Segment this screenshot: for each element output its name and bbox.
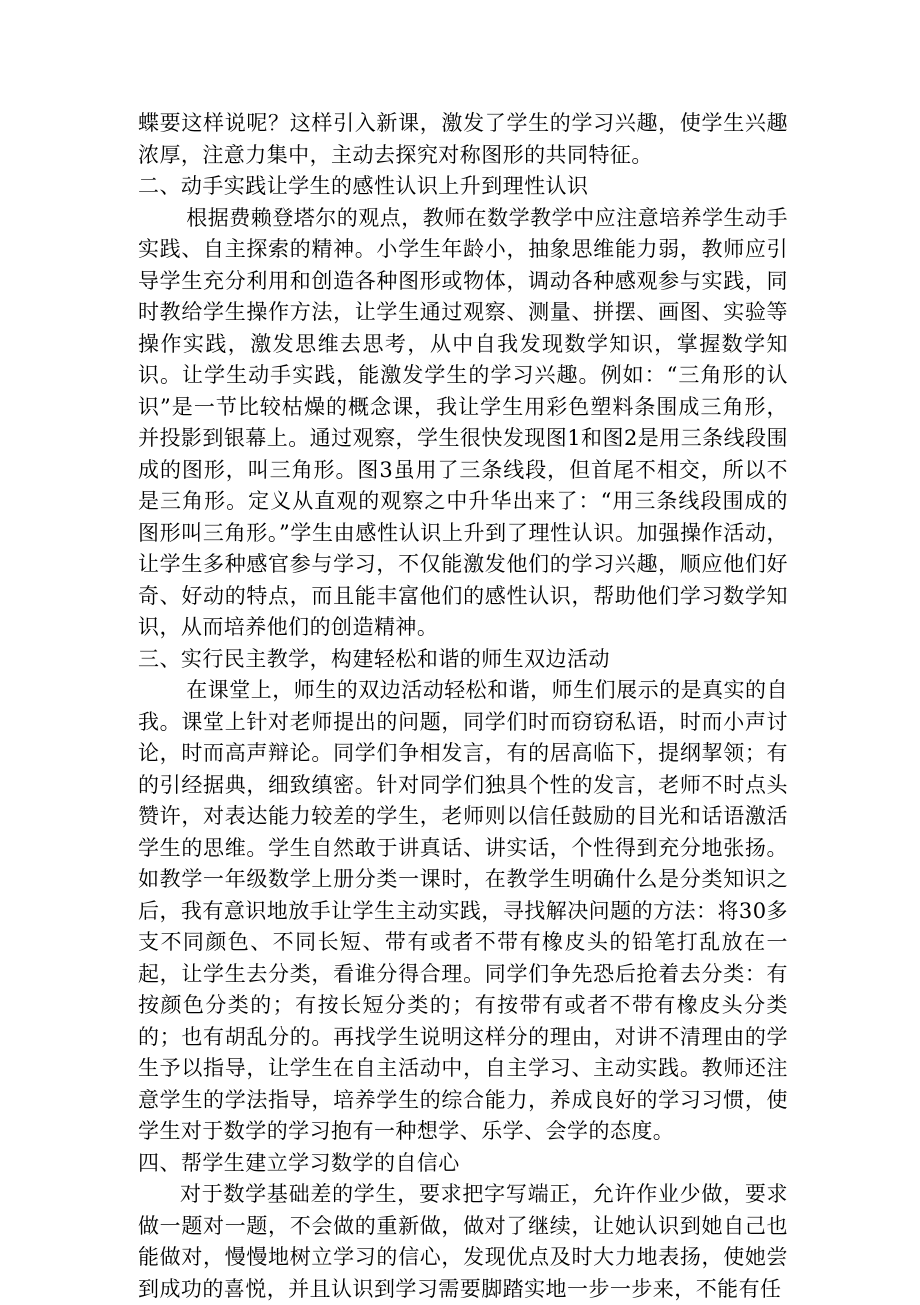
section-heading-3: 三、实行民主教学，构建轻松和谐的师生双边活动 [138, 646, 610, 671]
section-heading-2: 二、动手实践让学生的感性认识上升到理性认识 [138, 174, 589, 198]
intro-continuation-paragraph: 蝶要这样说呢？这样引入新课，激发了学生的学习兴趣，使学生兴趣浓厚，注意力集中，主动去探究对称图形的共同特征。 [138, 111, 788, 167]
section-3-paragraph: 在课堂上，师生的双边活动轻松和谐，师生们展示的是真实的自我。课堂上针对老师提出的问题，同学们时而窃窃私语，时而小声讨论，时而高声辩论。同学们争相发言，有的居高临下，提纲挈领；有的引经据典，细致缜密。针对同学们独具个性的发言，老师不时点头赞许，对表达能力较差的学生，老师则以信任鼓励的目光和话语激活学生的思维。学生自然敢于讲真话、讲实话，个性得到充分地张扬。如教学一年级数学上册分类一课时，在教学生明确什么是分类知识之后，我有意识地放手让学生主动实践，寻找解决问题的方法：将30多支不同颜色、不同长短、带有或者不带有橡皮头的铅笔打乱放在一起，让学生去分类，看谁分得合理。同学们争先恐后抢着去分类：有按颜色分类的；有按长短分类的；有按带有或者不带有橡皮头分类的；也有胡乱分的。再找学生说明这样分的理由，对讲不清理由的学生予以指导，让学生在自主活动中，自主学习、主动实践。教师还注意学生的学法指导，培养学生的综合能力，养成良好的学习习惯，使学生对于数学的学习抱有一种想学、乐学、会学的态度。 [138, 678, 788, 1143]
section-4-paragraph: 对于数学基础差的学生，要求把字写端正，允许作业少做，要求做一题对一题，不会做的重新做，做对了继续，让她认识到她自己也能做对，慢慢地树立学习的信心，发现优点及时大力地表扬，使她尝到成功的喜悦，并且认识到学习需要脚踏实地一步一步来，不能有任 [138, 1182, 788, 1301]
section-2-paragraph: 根据费赖登塔尔的观点，教师在数学教学中应注意培养学生动手实践、自主探索的精神。小学生年龄小，抽象思维能力弱，教师应引导学生充分利用和创造各种图形或物体，调动各种感观参与实践，同时教给学生操作方法，让学生通过观察、测量、拼摆、画图、实验等操作实践，激发思维去思考，从中自我发现数学知识，掌握数学知识。让学生动手实践，能激发学生的学习兴趣。例如：“三角形的认识”是一节比较枯燥的概念课，我让学生用彩色塑料条围成三角形，并投影到银幕上。通过观察，学生很快发现图1和图2是用三条线段围成的图形，叫三角形。图3虽用了三条线段，但首尾不相交，所以不是三角形。定义从直观的观察之中升华出来了：“用三条线段围成的图形叫三角形。”学生由感性认识上升到了理性认识。加强操作活动，让学生多种感官参与学习，不仅能激发他们的学习兴趣，顺应他们好奇、好动的特点，而且能丰富他们的感性认识，帮助他们学习数学知识，从而培养他们的创造精神。 [138, 205, 788, 639]
document-body [138, 108, 788, 1305]
section-heading-4: 四、帮学生建立学习数学的自信心 [138, 1150, 460, 1175]
